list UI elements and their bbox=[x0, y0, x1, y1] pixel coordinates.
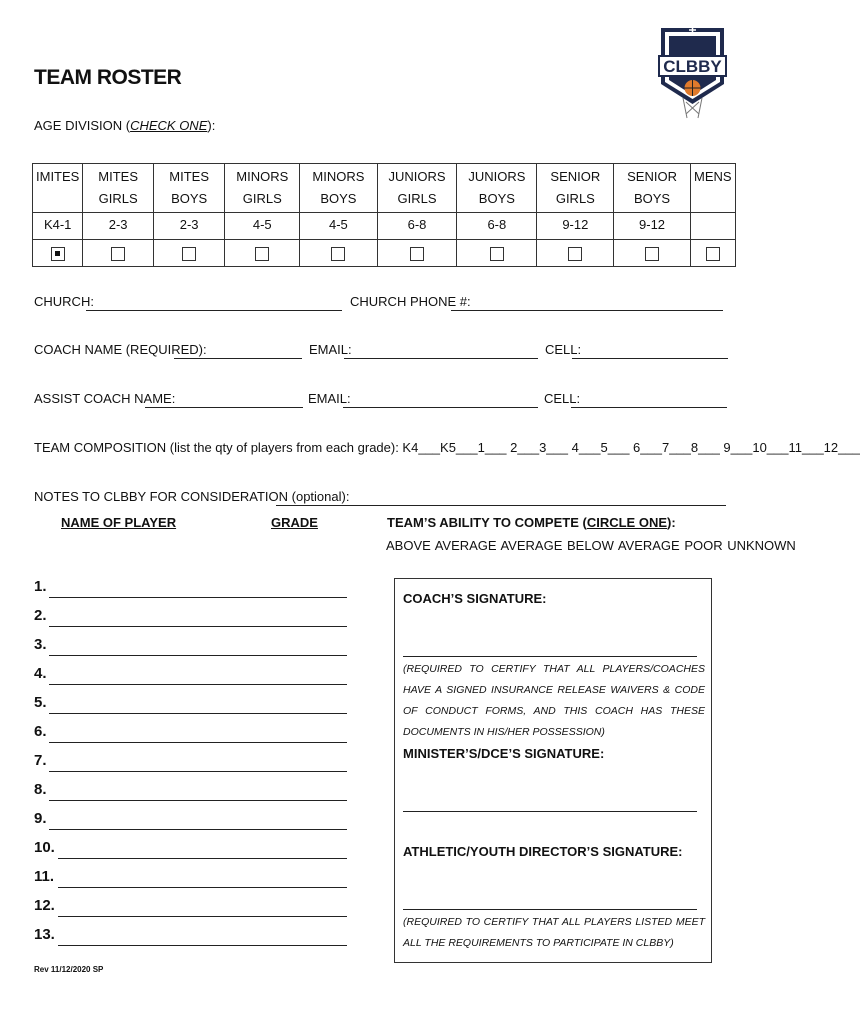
division-name-line2: BOYS bbox=[320, 191, 357, 206]
notes-input-line[interactable] bbox=[276, 505, 726, 506]
player-name-line[interactable] bbox=[49, 713, 347, 714]
division-checkbox-cell bbox=[83, 240, 154, 267]
division-checkbox[interactable] bbox=[255, 247, 269, 261]
player-row bbox=[34, 694, 47, 711]
division-name-line1: MITES bbox=[98, 169, 138, 184]
ability-circle-one: CIRCLE ONE bbox=[586, 515, 667, 530]
player-row bbox=[34, 607, 47, 624]
player-number: 4. bbox=[34, 665, 47, 682]
division-name-line1: JUNIORS bbox=[388, 169, 446, 184]
division-checkbox[interactable] bbox=[568, 247, 582, 261]
division-grades-cell: 6-8 bbox=[377, 213, 457, 240]
coach-cell-input-line[interactable] bbox=[572, 358, 728, 359]
revision-label: Rev 11/12/2020 SP bbox=[34, 965, 104, 974]
page-title: TEAM ROSTER bbox=[34, 66, 182, 89]
player-row bbox=[34, 723, 47, 740]
division-checkbox[interactable] bbox=[111, 247, 125, 261]
team-ability-title bbox=[387, 515, 676, 530]
age-division-table bbox=[32, 163, 736, 267]
division-grades-cell: 9-12 bbox=[614, 213, 690, 240]
division-name-line2: BOYS bbox=[478, 191, 515, 206]
player-name-line[interactable] bbox=[49, 742, 347, 743]
athletic-director-signature-label: ATHLETIC/YOUTH DIRECTOR’S SIGNATURE: bbox=[403, 844, 683, 859]
division-checkbox-cell bbox=[153, 240, 224, 267]
player-number: 11. bbox=[34, 868, 55, 885]
division-name-cell bbox=[225, 164, 300, 213]
clbby-logo bbox=[655, 22, 730, 122]
division-checkbox-cell bbox=[690, 240, 735, 267]
division-name-line1: SENIOR bbox=[627, 169, 677, 184]
division-checkbox-row bbox=[33, 240, 736, 267]
coach-name-input-line[interactable] bbox=[174, 358, 302, 359]
division-name-line1: JUNIORS bbox=[468, 169, 526, 184]
player-row bbox=[34, 781, 47, 798]
division-name-line1: SENIOR bbox=[550, 169, 601, 184]
division-grades-cell: 4-5 bbox=[225, 213, 300, 240]
division-name-line2: GIRLS bbox=[397, 191, 437, 206]
ability-suffix: ): bbox=[667, 515, 676, 530]
player-name-line[interactable] bbox=[58, 945, 347, 946]
age-division-suffix: ): bbox=[207, 118, 216, 133]
player-row bbox=[34, 926, 55, 943]
coach-email-label: EMAIL: bbox=[309, 342, 352, 357]
division-checkbox-cell bbox=[300, 240, 377, 267]
division-name-cell bbox=[457, 164, 537, 213]
assist-coach-email-input-line[interactable] bbox=[343, 407, 538, 408]
coach-signature-line[interactable] bbox=[403, 656, 697, 657]
division-grades-cell: K4-1 bbox=[33, 213, 83, 240]
division-name-line2: GIRLS bbox=[98, 191, 138, 206]
player-number: 2. bbox=[34, 607, 47, 624]
player-name-line[interactable] bbox=[49, 684, 347, 685]
church-label: CHURCH: bbox=[34, 294, 94, 309]
age-division-prefix: AGE DIVISION ( bbox=[34, 118, 131, 133]
division-checkbox[interactable] bbox=[51, 247, 65, 261]
player-row bbox=[34, 752, 47, 769]
player-number: 7. bbox=[34, 752, 47, 769]
assist-coach-email-label: EMAIL: bbox=[308, 391, 351, 406]
player-row bbox=[34, 810, 47, 827]
ability-options[interactable]: ABOVE AVERAGE AVERAGE BELOW AVERAGE POOR UNKNOWN bbox=[386, 538, 796, 553]
age-division-check-one: CHECK ONE bbox=[130, 118, 208, 133]
age-division-label bbox=[34, 118, 215, 133]
signature-box bbox=[394, 578, 712, 963]
team-composition[interactable]: TEAM COMPOSITION (list the qty of players from each grade): K4___K5___1___ 2___3___ 4___5___ 6___7___8___ 9___10___11___12___ bbox=[34, 440, 860, 455]
division-checkbox-cell bbox=[377, 240, 457, 267]
division-grades-cell: 2-3 bbox=[83, 213, 154, 240]
grade-header: GRADE bbox=[271, 515, 318, 530]
division-checkbox[interactable] bbox=[706, 247, 720, 261]
player-row bbox=[34, 839, 55, 856]
assist-coach-cell-label: CELL: bbox=[544, 391, 581, 406]
division-grades-cell: 6-8 bbox=[457, 213, 537, 240]
division-name-cell bbox=[300, 164, 377, 213]
division-name-cell bbox=[377, 164, 457, 213]
division-name-line2 bbox=[34, 188, 81, 210]
logo-text: CLBBY bbox=[663, 57, 722, 76]
player-name-line[interactable] bbox=[58, 858, 347, 859]
division-name-line2 bbox=[692, 188, 734, 210]
division-names-row bbox=[33, 164, 736, 213]
division-name-line2: GIRLS bbox=[555, 191, 595, 206]
church-phone-label: CHURCH PHONE #: bbox=[350, 294, 471, 309]
church-phone-input-line[interactable] bbox=[451, 310, 723, 311]
player-row bbox=[34, 897, 55, 914]
player-name-line[interactable] bbox=[49, 597, 347, 598]
church-input-line[interactable] bbox=[86, 310, 342, 311]
player-row bbox=[34, 578, 47, 595]
player-name-line[interactable] bbox=[58, 916, 347, 917]
assist-coach-name-label: ASSIST COACH NAME: bbox=[34, 391, 176, 406]
player-name-line[interactable] bbox=[49, 829, 347, 830]
minister-signature-label: MINISTER’S/DCE’S SIGNATURE: bbox=[403, 746, 605, 761]
division-name-line2: GIRLS bbox=[242, 191, 282, 206]
division-checkbox[interactable] bbox=[645, 247, 659, 261]
division-grades-cell: 2-3 bbox=[153, 213, 224, 240]
coach-email-input-line[interactable] bbox=[344, 358, 538, 359]
assist-coach-name-input-line[interactable] bbox=[145, 407, 303, 408]
player-number: 12. bbox=[34, 897, 55, 914]
division-name-cell bbox=[83, 164, 154, 213]
coach-signature-label: COACH’S SIGNATURE: bbox=[403, 591, 547, 606]
assist-coach-cell-input-line[interactable] bbox=[571, 407, 727, 408]
player-row bbox=[34, 868, 54, 885]
athletic-director-signature-note: (REQUIRED TO CERTIFY THAT ALL PLAYERS LISTED MEET ALL THE REQUIREMENTS TO PARTICIPATE IN CLBBY) bbox=[403, 916, 705, 949]
player-number: 10. bbox=[34, 839, 55, 856]
coach-name-label: COACH NAME (REQUIRED): bbox=[34, 342, 207, 357]
division-name-line2: BOYS bbox=[633, 191, 671, 206]
division-name-cell bbox=[690, 164, 735, 213]
player-name-line[interactable] bbox=[49, 655, 347, 656]
division-checkbox-cell bbox=[225, 240, 300, 267]
player-number: 3. bbox=[34, 636, 47, 653]
player-name-line[interactable] bbox=[49, 800, 347, 801]
player-row bbox=[34, 665, 47, 682]
division-checkbox[interactable] bbox=[490, 247, 504, 261]
division-name-cell bbox=[153, 164, 224, 213]
player-name-line[interactable] bbox=[49, 771, 347, 772]
coach-signature-note: (REQUIRED TO CERTIFY THAT ALL PLAYERS/COACHES HAVE A SIGNED INSURANCE RELEASE WAIVERS & CODE OF CONDUCT FORMS, AND THIS COACH HAS THESE DOCUMENTS IN HIS/HER POSSESSION) bbox=[403, 663, 705, 738]
ability-prefix: TEAM’S ABILITY TO COMPETE ( bbox=[387, 515, 587, 530]
coach-cell-label: CELL: bbox=[545, 342, 582, 357]
division-checkbox-cell bbox=[33, 240, 83, 267]
division-name-cell bbox=[614, 164, 690, 213]
division-name-line1: MINORS bbox=[236, 169, 289, 184]
division-name-line1: MENS bbox=[694, 169, 732, 184]
division-checkbox-cell bbox=[614, 240, 690, 267]
division-name-cell bbox=[537, 164, 614, 213]
player-number: 9. bbox=[34, 810, 47, 827]
division-name-line1: IMITES bbox=[36, 169, 80, 184]
division-checkbox[interactable] bbox=[331, 247, 345, 261]
division-checkbox[interactable] bbox=[182, 247, 196, 261]
player-name-line[interactable] bbox=[49, 626, 347, 627]
division-checkbox-cell bbox=[537, 240, 614, 267]
minister-signature-line[interactable] bbox=[403, 811, 697, 812]
name-of-player-header: NAME OF PLAYER bbox=[61, 515, 177, 530]
player-name-line[interactable] bbox=[58, 887, 347, 888]
division-grades-cell: 9-12 bbox=[537, 213, 614, 240]
player-number: 1. bbox=[34, 578, 47, 595]
player-number: 5. bbox=[34, 694, 47, 711]
division-name-cell bbox=[33, 164, 83, 213]
athletic-director-signature-line[interactable] bbox=[403, 909, 697, 910]
division-name-line1: MINORS bbox=[312, 169, 365, 184]
division-checkbox-cell bbox=[457, 240, 537, 267]
notes-label: NOTES TO CLBBY FOR CONSIDERATION (optional): bbox=[34, 489, 350, 504]
division-grades-row bbox=[33, 213, 736, 240]
division-grades-cell: 4-5 bbox=[300, 213, 377, 240]
division-grades-cell bbox=[690, 213, 735, 240]
player-row bbox=[34, 636, 47, 653]
player-number: 13. bbox=[34, 926, 55, 943]
player-number: 8. bbox=[34, 781, 47, 798]
division-name-line1: MITES bbox=[169, 169, 209, 184]
player-number: 6. bbox=[34, 723, 47, 740]
division-checkbox[interactable] bbox=[410, 247, 424, 261]
division-name-line2: BOYS bbox=[171, 191, 208, 206]
